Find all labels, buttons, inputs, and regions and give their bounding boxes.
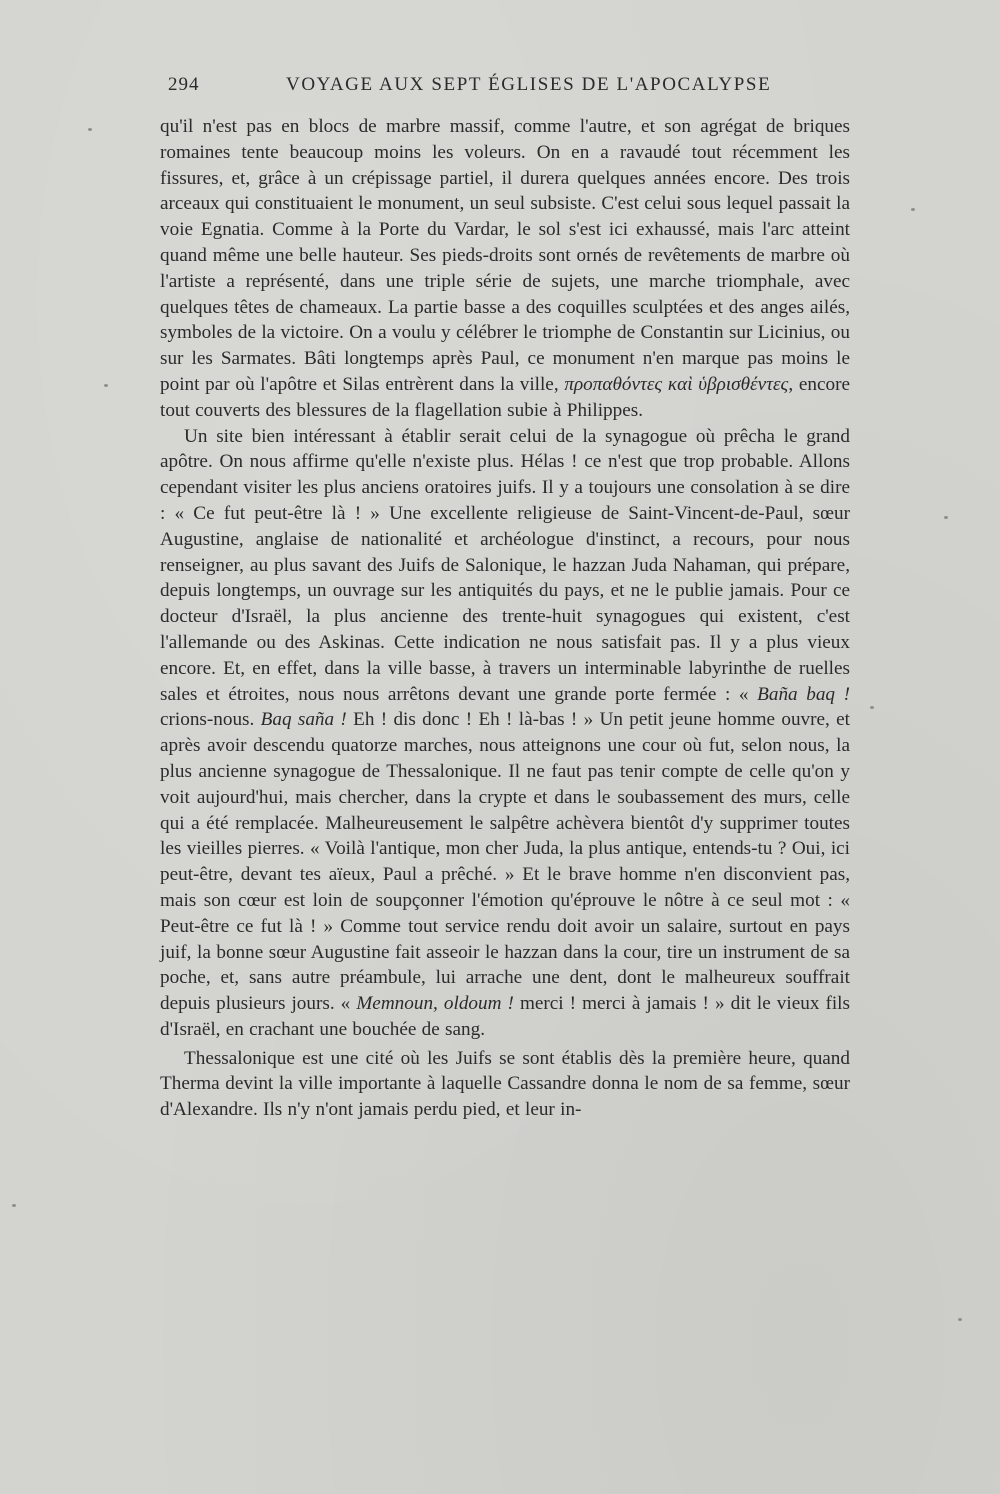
body-text <box>160 114 850 1123</box>
page-header <box>168 74 852 104</box>
paragraph-text: crions-nous. <box>160 709 261 731</box>
paragraph-2 <box>160 424 850 1043</box>
paper-speck <box>88 128 92 131</box>
paragraph-text: Thessalonique est une cité où les Juifs se sont établis dès la première heure, quand Therma devint la ville importante à laquelle Cassandre donna le nom de sa femme, sœur d'Alexandre. Ils n'y n'ont jamais perdu pied, et leur in- <box>160 1047 850 1121</box>
paragraph-text: qu'il n'est pas en blocs de marbre massif, comme l'autre, et son agrégat de briques romaines tente beaucoup moins les voleurs. On en a ravaudé tout récemment les fissures, et, grâce à un crépissage partiel, il durera quelques années encore. Des trois arceaux qui constituaient le monument, un seul subsiste. C'est celui sous lequel passait la voie Egnatia. Comme à la Porte du Vardar, le sol s'est ici exhaussé, mais l'arc atteint quand même une belle hauteur. Ses pieds-droits sont ornés de revêtements de marbre où l'artiste a représenté, dans une triple série de sujets, une marche triomphale, avec quelques têtes de chameaux. La partie basse a des coquilles sculptées et des anges ailés, symboles de la victoire. On a voulu y célébrer le triomphe de Constantin sur Licinius, ou sur les Sarmates. Bâti longtemps après Paul, ce monument n'en marque pas moins le point par où l'apôtre et Silas entrèrent dans la ville, <box>160 116 850 395</box>
paper-speck <box>870 706 874 709</box>
running-head: VOYAGE AUX SEPT ÉGLISES DE L'APOCALYPSE <box>286 74 772 95</box>
paper-speck <box>958 1318 962 1321</box>
paragraph-1 <box>160 114 850 424</box>
italic-phrase: Baq saña ! <box>260 709 347 731</box>
paragraph-text: Un site bien intéressant à établir serait celui de la synagogue où prêcha le grand apôtre. On nous affirme qu'elle n'existe plus. Hélas ! ce n'est que trop probable. Allons cependant visiter les plus anciens oratoires juifs. Il y a toujours une consolation à se dire : « Ce fut peut-être là ! » Une excellente religieuse de Saint-Vincent-de-Paul, sœur Augustine, anglaise de nationalité et archéologue d'instinct, a recours, pour nous renseigner, au plus savant des Juifs de Salonique, le hazzan Juda Nahaman, qui prépare, depuis longtemps, un ouvrage sur les antiquités du pays, et ne le publie jamais. Pour ce docteur d'Israël, la plus ancienne des trente-huit synagogues qui existent, c'est l'allemande ou des Askinas. Cette indication ne nous satisfait pas. Il y a plus vieux encore. Et, en effet, dans la ville basse, à travers un interminable labyrinthe de ruelles sales et étroites, nous nous arrêtons devant une grande porte fermée : « <box>160 425 850 705</box>
page-number: 294 <box>168 74 200 95</box>
paragraph-3 <box>160 1046 850 1123</box>
greek-quotation: προπαθόντες καὶ ὑβρισθέντες <box>564 373 789 395</box>
paragraph-text: merci ! merci à jamais ! » dit le vieux fils d'Israël, en crachant une bouchée de sang. <box>160 993 850 1040</box>
paper-speck <box>911 208 915 211</box>
paper-speck <box>944 516 948 519</box>
italic-phrase: Memnoun, oldoum ! <box>356 993 514 1015</box>
paragraph-text: , encore tout couverts des blessures de la flagellation subie à Philippes. <box>160 373 850 421</box>
paper-speck <box>12 1204 16 1207</box>
paper-speck <box>104 384 108 387</box>
paragraph-text: Eh ! dis donc ! Eh ! là-bas ! » Un petit jeune homme ouvre, et après avoir descendu quatorze marches, nous atteignons une cour où fut, selon nous, la plus ancienne synagogue de Thessalonique. Il ne faut pas tenir compte de celle qu'on y voit aujourd'hui, mais chercher, dans la crypte et dans le soubassement des murs, celle qui a été remplacée. Malheureusement le salpêtre achèvera bientôt d'y supprimer toutes les vieilles pierres. « Voilà l'antique, mon cher Juda, la plus antique, entends-tu ? Oui, ici peut-être, devant tes aïeux, Paul a prêché. » Et le brave homme n'en disconvient pas, mais son cœur est loin de soupçonner l'émotion qu'éprouve le nôtre à ce seul mot : « Peut-être ce fut là ! » Comme tout service rendu doit avoir un salaire, surtout en pays juif, la bonne sœur Augustine fait asseoir le hazzan dans la cour, tire un instrument de sa poche, et, sans autre préambule, lui arrache une dent, dont le malheureux souffrait depuis plusieurs jours. « <box>160 709 851 1015</box>
italic-phrase: Baña baq ! <box>757 683 850 705</box>
